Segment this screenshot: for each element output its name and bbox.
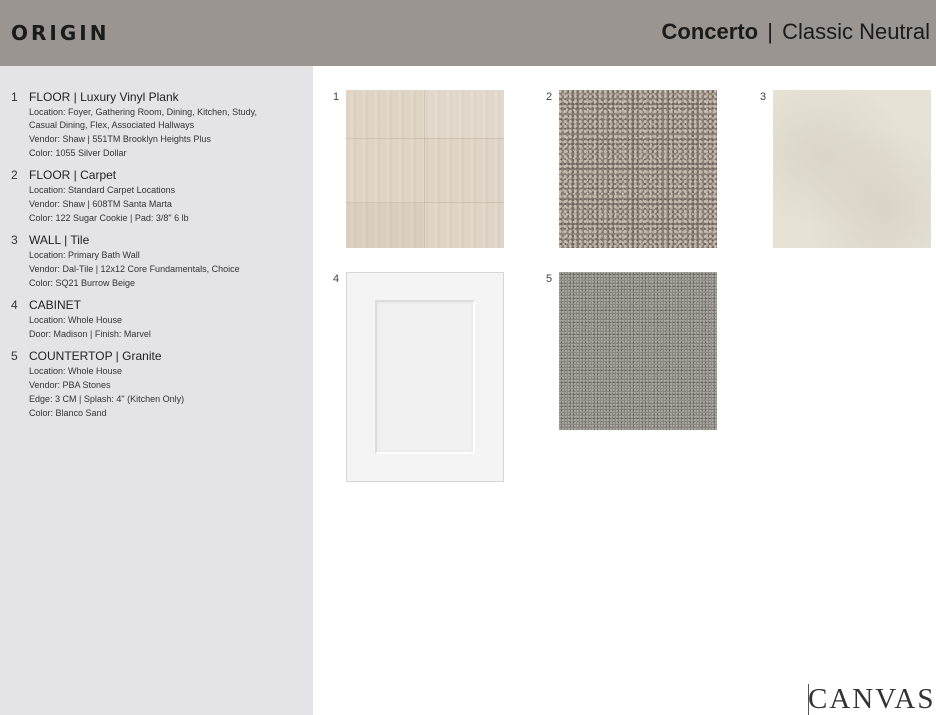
spec-item-location: Location: Whole House bbox=[29, 365, 123, 376]
spec-item-vendor: Vendor: PBA Stones bbox=[29, 379, 111, 390]
spec-item-color: Color: 1055 Silver Dollar bbox=[29, 147, 127, 158]
spec-item-number: 1 bbox=[11, 90, 18, 104]
spec-item-title: FLOOR | Luxury Vinyl Plank bbox=[29, 90, 179, 104]
swatch-granite-image bbox=[559, 272, 717, 430]
spec-item-location: Location: Foyer, Gathering Room, Dining, Kitchen, Study, bbox=[29, 107, 257, 117]
spec-item-floor-carpet bbox=[11, 168, 307, 226]
spec-item-number: 4 bbox=[11, 297, 18, 312]
swatch-cabinet-door-image bbox=[346, 272, 504, 482]
swatch-number: 3 bbox=[760, 91, 767, 103]
collection-separator: | bbox=[767, 19, 773, 44]
collection-title bbox=[662, 19, 930, 45]
spec-item-location: Location: Whole House bbox=[29, 314, 123, 325]
spec-item-location-cont: Casual Dining, Flex, Associated Hallways bbox=[29, 119, 195, 130]
spec-item-vendor: Vendor: Dal-Tile | 12x12 Core Fundamentals, Choice bbox=[29, 263, 240, 274]
spec-item-floor-lvp bbox=[11, 90, 307, 161]
canvas-logo: CANVAS bbox=[808, 683, 936, 715]
spec-item-vendor: Vendor: Shaw | 608TM Santa Marta bbox=[29, 198, 172, 209]
spec-item-vendor: Vendor: Shaw | 551TM Brooklyn Heights Plus bbox=[29, 133, 211, 144]
brand-logo: ORIGIN bbox=[11, 21, 110, 45]
swatch-wall-tile-image bbox=[773, 90, 931, 248]
swatch-number: 2 bbox=[546, 91, 553, 103]
header-bar bbox=[0, 0, 936, 66]
spec-item-location: Location: Primary Bath Wall bbox=[29, 249, 140, 260]
spec-item-color: Color: 122 Sugar Cookie | Pad: 3/8" 6 lb bbox=[29, 212, 189, 223]
spec-item-location: Location: Standard Carpet Locations bbox=[29, 184, 176, 195]
spec-list bbox=[11, 90, 307, 428]
swatch-number: 5 bbox=[546, 273, 553, 285]
swatch-number: 4 bbox=[333, 273, 340, 285]
cabinet-door-panel bbox=[375, 300, 475, 454]
spec-item-number: 2 bbox=[11, 167, 18, 182]
collection-name: Concerto bbox=[661, 19, 759, 44]
spec-item-cabinet bbox=[11, 298, 307, 342]
swatch-number: 1 bbox=[333, 91, 340, 103]
spec-item-title: CABINET bbox=[29, 297, 82, 312]
spec-item-number: 5 bbox=[11, 348, 18, 363]
spec-item-title: FLOOR | Carpet bbox=[29, 167, 117, 182]
spec-item-number: 3 bbox=[11, 232, 18, 247]
swatch-luxury-vinyl-plank-image bbox=[346, 90, 504, 248]
spec-item-color: Color: SQ21 Burrow Beige bbox=[29, 277, 136, 288]
spec-item-wall-tile bbox=[11, 233, 307, 291]
spec-item-title: WALL | Tile bbox=[29, 232, 90, 247]
spec-sidebar bbox=[0, 66, 313, 715]
swatch-carpet-image bbox=[559, 90, 717, 248]
spec-item-countertop bbox=[11, 349, 307, 421]
spec-item-edge: Edge: 3 CM | Splash: 4" (Kitchen Only) bbox=[29, 393, 185, 404]
spec-item-door: Door: Madison | Finish: Marvel bbox=[29, 328, 151, 339]
spec-item-color: Color: Blanco Sand bbox=[29, 407, 107, 418]
spec-item-title: COUNTERTOP | Granite bbox=[29, 348, 162, 363]
collection-style: Classic Neutral bbox=[782, 19, 930, 44]
